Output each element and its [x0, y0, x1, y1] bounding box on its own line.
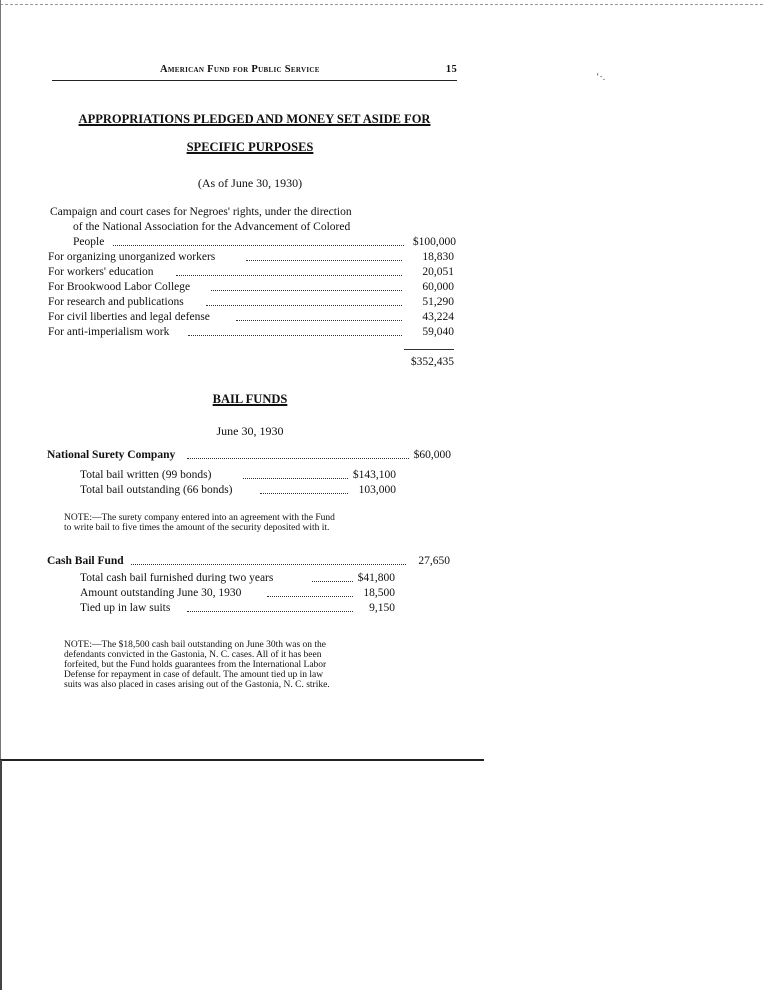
surety-row — [47, 448, 451, 463]
appropriations-total: $352,435 — [410, 356, 454, 368]
page-top-edge — [0, 4, 763, 5]
cash-bail-amount: 27,650 — [418, 555, 450, 567]
appropriation-label: For organizing unorganized workers — [48, 251, 216, 263]
first-item-amount: $100,000 — [412, 236, 456, 248]
section-heading-line2: SPECIFIC PURPOSES — [186, 140, 314, 154]
cash-sub-amount: 18,500 — [363, 587, 395, 599]
appropriation-label: For research and publications — [48, 296, 184, 308]
surety-label: National Surety Company — [47, 449, 176, 461]
surety-sub-row — [80, 483, 396, 498]
leader-dots — [267, 596, 353, 597]
appropriation-amount: 59,040 — [422, 326, 454, 338]
surety-note-line2: to write bail to five times the amount of the security deposited with it. — [64, 523, 330, 533]
surety-sub-row — [80, 468, 396, 483]
cash-sub-label: Tied up in law suits — [80, 602, 171, 614]
surety-sub-amount: $143,100 — [352, 469, 396, 481]
appropriation-label: For workers' education — [48, 266, 154, 278]
header-title: American Fund for Public Service — [160, 64, 320, 75]
cash-note-line: suits was also placed in cases arising out of the Gastonia, N. C. strike. — [64, 680, 330, 690]
total-rule — [404, 349, 454, 350]
surety-sub-label: Total bail written (99 bonds) — [80, 469, 212, 481]
cash-bail-row — [47, 554, 450, 569]
appropriation-row — [48, 250, 454, 265]
leader-dots — [131, 564, 406, 565]
appropriation-row — [48, 280, 454, 295]
leader-dots — [312, 581, 353, 582]
leader-dots — [113, 245, 404, 246]
leader-dots — [176, 275, 402, 276]
appropriation-row — [48, 310, 454, 325]
section-heading-line1: APPROPRIATIONS PLEDGED AND MONEY SET ASIDE FOR — [78, 112, 431, 126]
first-item-line2: of the National Association for the Advancement of Colored — [73, 221, 351, 233]
cash-sub-amount: 9,150 — [369, 602, 395, 614]
bail-funds-date: June 30, 1930 — [216, 424, 284, 438]
cash-note-line: Defense for repayment in case of default. The amount tied up in law — [64, 670, 324, 680]
cash-sub-label: Amount outstanding June 30, 1930 — [80, 587, 242, 599]
page-bottom-edge — [0, 759, 484, 761]
leader-dots — [236, 320, 402, 321]
running-header — [52, 64, 457, 78]
cash-note-line: forfeited, but the Fund holds guarantees from the International Labor — [64, 660, 327, 670]
leader-dots — [260, 493, 348, 494]
appropriation-amount: 20,051 — [422, 266, 454, 278]
leader-dots — [243, 478, 348, 479]
next-page-edge — [0, 760, 2, 990]
appropriation-label: For anti-imperialism work — [48, 326, 170, 338]
first-item-line1: Campaign and court cases for Negroes' rights, under the direction — [50, 206, 352, 218]
surety-amount: $60,000 — [413, 449, 451, 461]
appropriation-amount: 60,000 — [422, 281, 454, 293]
appropriations-total-row — [380, 355, 454, 370]
cash-sub-row — [80, 601, 395, 616]
cash-sub-row — [80, 586, 395, 601]
surety-note-line1: NOTE:—The surety company entered into an agreement with the Fund — [64, 513, 335, 523]
cash-bail-label: Cash Bail Fund — [47, 555, 124, 567]
appropriation-label: For civil liberties and legal defense — [48, 311, 210, 323]
appropriation-amount: 43,224 — [422, 311, 454, 323]
cash-sub-label: Total cash bail furnished during two years — [80, 572, 274, 584]
leader-dots — [206, 305, 402, 306]
leader-dots — [246, 260, 402, 261]
leader-dots — [211, 290, 402, 291]
cash-sub-row — [80, 571, 395, 586]
appropriation-row — [48, 265, 454, 280]
page-number: 15 — [445, 64, 457, 75]
bail-funds-heading: BAIL FUNDS — [212, 392, 288, 406]
cash-note-line: defendants convicted in the Gastonia, N. C. cases. All of it has been — [64, 650, 322, 660]
page-left-edge — [0, 0, 1, 760]
appropriation-row — [48, 325, 454, 340]
surety-sub-label: Total bail outstanding (66 bonds) — [80, 484, 233, 496]
header-rule — [52, 80, 457, 81]
appropriation-label: For Brookwood Labor College — [48, 281, 191, 293]
first-item-label: People — [73, 236, 105, 248]
leader-dots — [187, 458, 409, 459]
as-of-date: (As of June 30, 1930) — [197, 176, 303, 190]
appropriation-row — [48, 295, 454, 310]
surety-sub-amount: 103,000 — [358, 484, 396, 496]
leader-dots — [188, 335, 402, 336]
appropriation-amount: 51,290 — [422, 296, 454, 308]
appropriation-amount: 18,830 — [422, 251, 454, 263]
first-item-line3 — [73, 235, 456, 250]
cash-sub-amount: $41,800 — [357, 572, 395, 584]
scan-mark: ‘⋅. — [596, 72, 606, 83]
cash-note-line: NOTE:—The $18,500 cash bail outstanding on June 30th was on the — [64, 640, 327, 650]
leader-dots — [187, 611, 353, 612]
